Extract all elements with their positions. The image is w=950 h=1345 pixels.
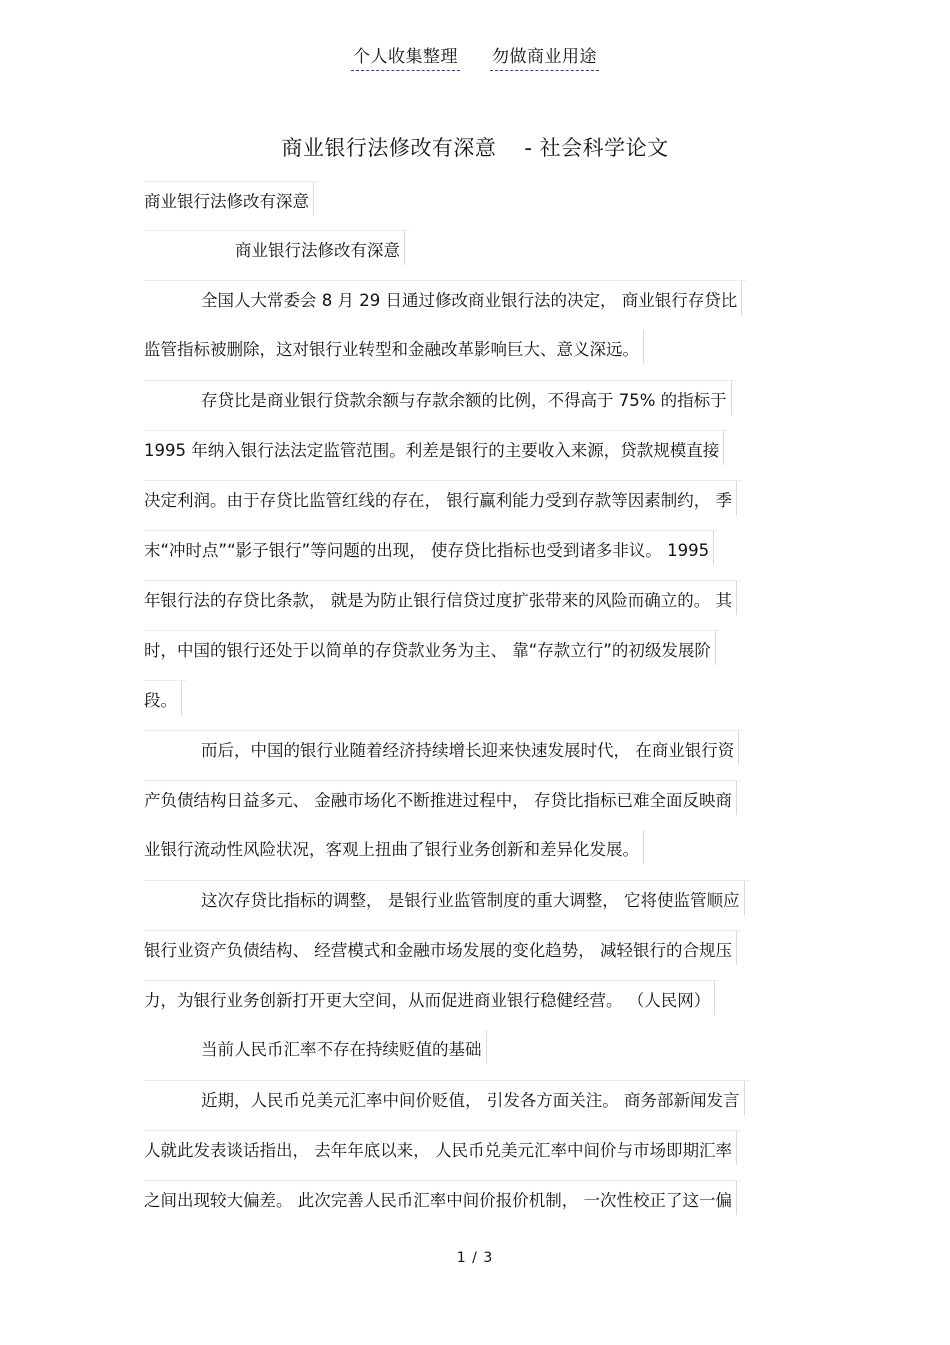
section-heading: 当前人民币汇率不存在持续贬值的基础: [144, 1030, 487, 1064]
paragraph-line: 1995 年纳入银行法法定监管范围。利差是银行的主要收入来源，贷款规模直接: [144, 430, 728, 465]
paragraph-line: 这次存贷比指标的调整， 是银行业监管制度的重大调整， 它将使监管顺应: [144, 880, 749, 915]
paragraph-line: 银行业资产负债结构、 经营模式和金融市场发展的变化趋势， 减轻银行的合规压: [144, 930, 741, 965]
subheading-1: 商业银行法修改有深意: [144, 181, 318, 216]
paragraph-line: 力，为银行业务创新打开更大空间，从而促进商业银行稳健经营。 （人民网）: [144, 980, 719, 1015]
paragraph-line: 近期，人民币兑美元汇率中间价贬值， 引发各方面关注。 商务部新闻发言: [144, 1080, 749, 1115]
paragraph-line: 全国人大常委会 8 月 29 日通过修改商业银行法的决定， 商业银行存贷比: [144, 280, 746, 315]
page-number: [0, 1250, 950, 1266]
paragraph-line: 年银行法的存贷比条款， 就是为防止银行信贷过度扩张带来的风险而确立的。 其: [144, 580, 741, 615]
page-total: 3: [483, 1250, 494, 1266]
header-left-text: 个人收集整理: [351, 42, 460, 71]
paragraph-line: 人就此发表谈话指出， 去年年底以来， 人民币兑美元汇率中间价与市场即期汇率: [144, 1130, 741, 1165]
page-separator: /: [472, 1250, 478, 1266]
paragraph-line: 之间出现较大偏差。 此次完善人民币汇率中间价报价机制， 一次性校正了这一偏: [144, 1180, 741, 1215]
paragraph-line: 监管指标被删除，这对银行业转型和金融改革影响巨大、意义深远。: [144, 330, 644, 364]
page-current: 1: [456, 1250, 467, 1266]
paragraph-line: 决定利润。由于存贷比监管红线的存在， 银行赢利能力受到存款等因素制约， 季: [144, 480, 741, 515]
title-main: 商业银行法修改有深意: [281, 136, 497, 160]
paragraph-line: 产负债结构日益多元、 金融市场化不断推进过程中， 存贷比指标已难全面反映商: [144, 780, 741, 815]
document-title: [0, 132, 950, 162]
paragraph-line: 末“冲时点”“影子银行”等问题的出现， 使存贷比指标也受到诸多非议。 1995: [144, 530, 718, 565]
paragraph-line: 段。: [144, 680, 186, 715]
paragraph-line: 时，中国的银行还处于以简单的存贷款业务为主、 靠“存款立行”的初级发展阶: [144, 630, 720, 665]
paragraph-line: 而后，中国的银行业随着经济持续增长迎来快速发展时代， 在商业银行资: [144, 730, 743, 765]
header-right-text: 勿做商业用途: [490, 42, 599, 71]
page-header: [0, 42, 950, 71]
title-suffix: - 社会科学论文: [524, 136, 669, 160]
paragraph-line: 存贷比是商业银行贷款余额与存款余额的比例，不得高于 75% 的指标于: [144, 380, 736, 415]
subheading-2: 商业银行法修改有深意: [144, 230, 409, 265]
paragraph-line: 业银行流动性风险状况，客观上扭曲了银行业务创新和差异化发展。: [144, 830, 644, 864]
